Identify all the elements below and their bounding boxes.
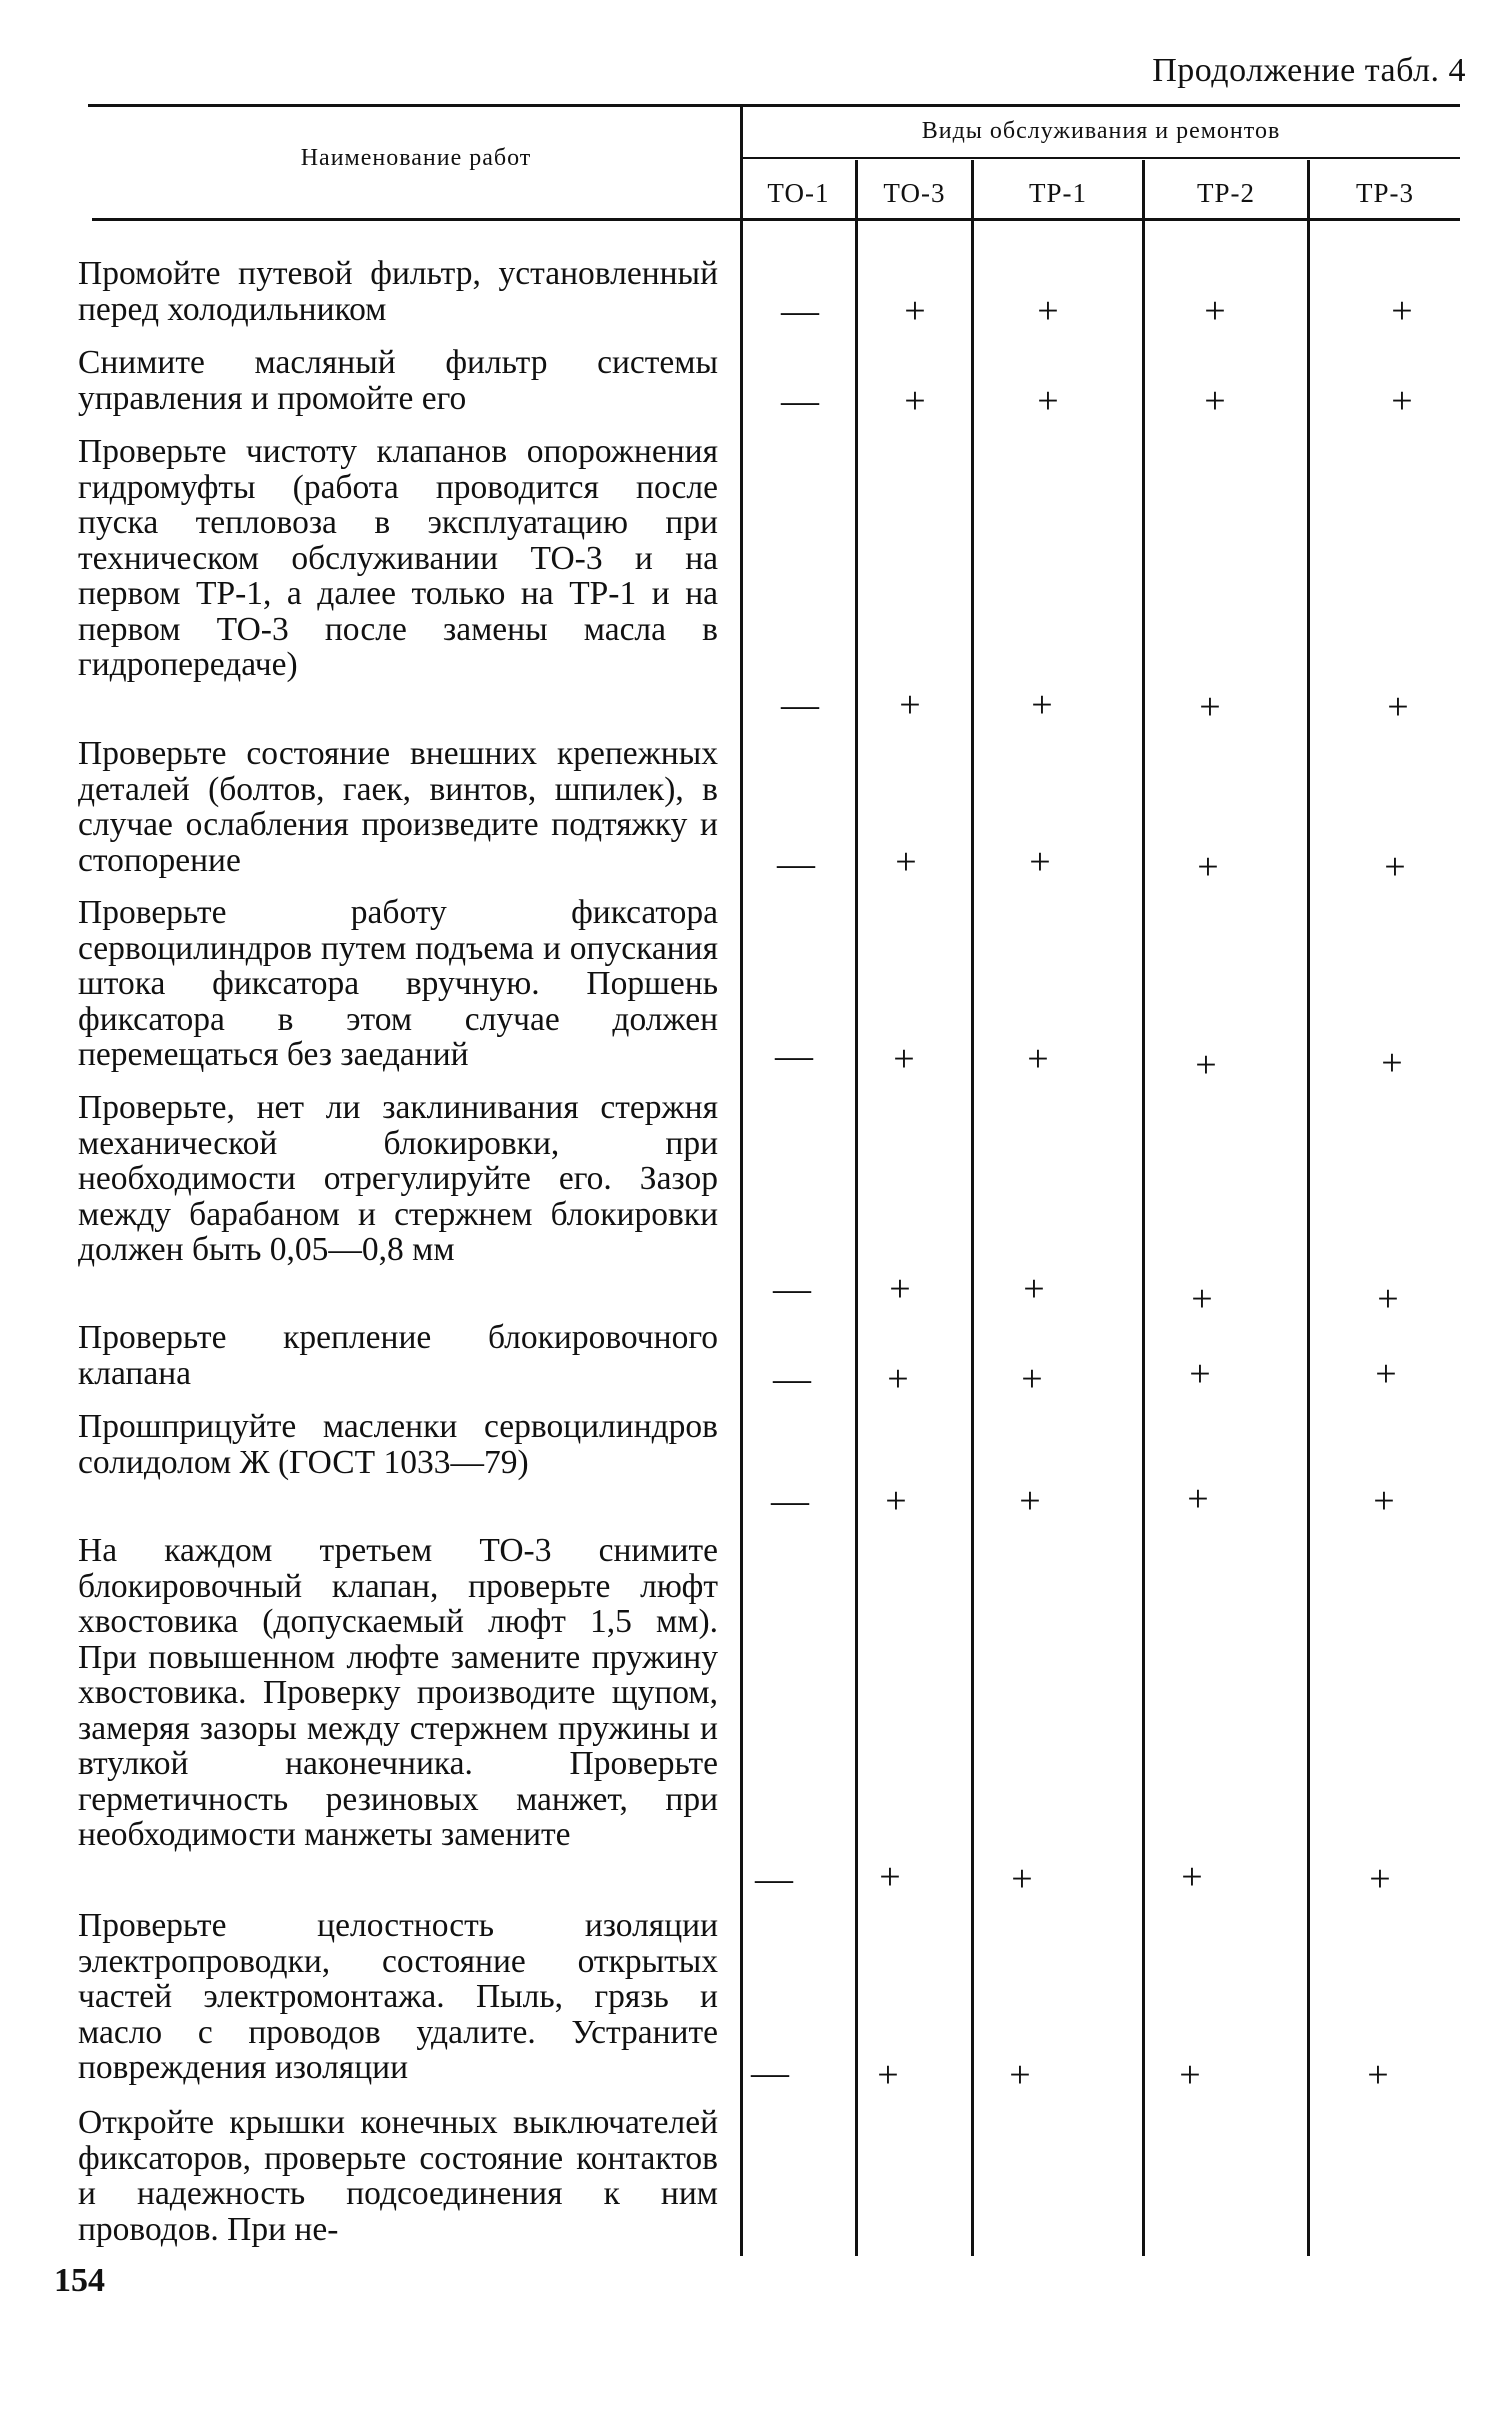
mark-to1: —: [775, 1035, 813, 1077]
column-divider-work: [740, 104, 743, 2256]
mark-to3: +: [885, 1480, 907, 1522]
mark-tr1: +: [1021, 1358, 1043, 1400]
column-header-tr2: ТР-2: [1197, 178, 1255, 208]
table-row-text: На каждом третьем ТО-3 снимите блокировочный клапан, проверьте люфт хвостовика (допускаемый люфт 1,5 мм). При повышенном люфте замените пружину хвостовика. Проверку производите щупом, замеряя зазоры между стержнем пружины и втулкой наконечника. Проверьте герметичность резиновых манжет, при необходимости манжеты замените: [78, 1532, 718, 1853]
column-divider-to3: [971, 160, 974, 2256]
mark-tr1: +: [1031, 684, 1053, 726]
table-row-text: Проверьте целостность изоляции электропроводки, состояние открытых частей электромонтажа. Пыль, грязь и масло с проводов удалите. Устраните повреждения изоляции: [78, 1907, 718, 2086]
mark-tr3: +: [1381, 1042, 1403, 1084]
mark-to1: —: [755, 1858, 793, 1900]
mark-tr2: +: [1195, 1044, 1217, 1086]
mark-tr1: +: [1019, 1480, 1041, 1522]
mark-tr3: +: [1369, 1858, 1391, 1900]
mark-to1: —: [773, 1268, 811, 1310]
mark-tr2: +: [1179, 2054, 1201, 2096]
mark-tr2: +: [1187, 1478, 1209, 1520]
mark-tr2: +: [1204, 380, 1226, 422]
table-row-text: Проверьте состояние внешних крепежных деталей (болтов, гаек, винтов, шпилек), в случае ослабления произведите подтяжку и стопорение: [78, 735, 718, 879]
mark-to1: —: [771, 1480, 809, 1522]
mark-tr1: +: [1023, 1268, 1045, 1310]
column-header-tr1: ТР-1: [1029, 178, 1087, 208]
column-header-work: Наименование работ: [300, 145, 532, 171]
mark-tr2: +: [1197, 846, 1219, 888]
table-row-text: Проверьте крепление блокировочного клапана: [78, 1319, 718, 1392]
mark-to1: —: [781, 684, 819, 726]
mark-to3: +: [889, 1268, 911, 1310]
mark-tr3: +: [1391, 290, 1413, 332]
mark-to1: —: [781, 380, 819, 422]
mark-tr3: +: [1375, 1353, 1397, 1395]
mark-tr1: +: [1037, 290, 1059, 332]
mark-tr2: +: [1204, 290, 1226, 332]
header-bottom-rule: [92, 218, 1460, 221]
mark-tr2: +: [1189, 1353, 1211, 1395]
table-row-text: Проверьте чистоту клапанов опорожнения гидромуфты (работа проводится после пуска тепловоза в эксплуатацию при техническом обслуживании ТО-3 и на первом ТР-1, а далее только на ТР-1 и на первом ТО-3 после замены масла в гидропередаче): [78, 433, 718, 683]
mark-tr1: +: [1011, 1858, 1033, 1900]
table-row-text: Проверьте работу фиксатора сервоцилиндров путем подъема и опускания штока фиксатора вручную. Поршень фиксатора в этом случае должен перемещаться без заеданий: [78, 894, 718, 1073]
mark-to3: +: [904, 380, 926, 422]
mark-to3: +: [887, 1358, 909, 1400]
mark-tr2: +: [1191, 1278, 1213, 1320]
mark-tr3: +: [1373, 1480, 1395, 1522]
table-row-text: Проверьте, нет ли заклинивания стержня механической блокировки, при необходимости отрегулируйте его. Зазор между барабаном и стержнем блокировки должен быть 0,05—0,8 мм: [78, 1089, 718, 1268]
mark-tr2: +: [1181, 1856, 1203, 1898]
mark-tr1: +: [1029, 841, 1051, 883]
column-header-to3: ТО-3: [883, 178, 946, 208]
mark-tr2: +: [1199, 686, 1221, 728]
table-caption: Продолжение табл. 4: [1152, 52, 1466, 89]
group-header: Виды обслуживания и ремонтов: [921, 118, 1281, 144]
page-number: 154: [54, 2262, 105, 2299]
group-header-rule: [742, 157, 1460, 159]
mark-to3: +: [895, 841, 917, 883]
mark-tr1: +: [1027, 1038, 1049, 1080]
table-row-text: Промойте путевой фильтр, установленный перед холодильником: [78, 255, 718, 328]
column-divider-to1: [855, 160, 858, 2256]
mark-to3: +: [877, 2054, 899, 2096]
mark-tr1: +: [1009, 2054, 1031, 2096]
mark-to3: +: [899, 684, 921, 726]
mark-tr1: +: [1037, 380, 1059, 422]
mark-tr3: +: [1387, 686, 1409, 728]
mark-tr3: +: [1367, 2054, 1389, 2096]
mark-to3: +: [904, 290, 926, 332]
mark-tr3: +: [1377, 1278, 1399, 1320]
table-row-text: Откройте крышки конечных выключателей фиксаторов, проверьте состояние контактов и надежность подсоединения к ним проводов. При не-: [78, 2104, 718, 2248]
mark-to3: +: [893, 1038, 915, 1080]
table-row-text: Прошприцуйте масленки сервоцилиндров солидолом Ж (ГОСТ 1033—79): [78, 1408, 718, 1481]
column-header-tr3: ТР-3: [1356, 178, 1414, 208]
mark-to1: —: [773, 1358, 811, 1400]
column-header-to1: ТО-1: [767, 178, 830, 208]
table-top-rule: [88, 104, 1460, 107]
table-row-text: Снимите масляный фильтр системы управления и промойте его: [78, 344, 718, 417]
mark-to1: —: [751, 2052, 789, 2094]
mark-to1: —: [777, 843, 815, 885]
mark-to3: +: [879, 1856, 901, 1898]
mark-to1: —: [781, 290, 819, 332]
mark-tr3: +: [1391, 380, 1413, 422]
mark-tr3: +: [1384, 846, 1406, 888]
column-divider-tr1: [1142, 160, 1145, 2256]
column-divider-tr2: [1307, 160, 1310, 2256]
